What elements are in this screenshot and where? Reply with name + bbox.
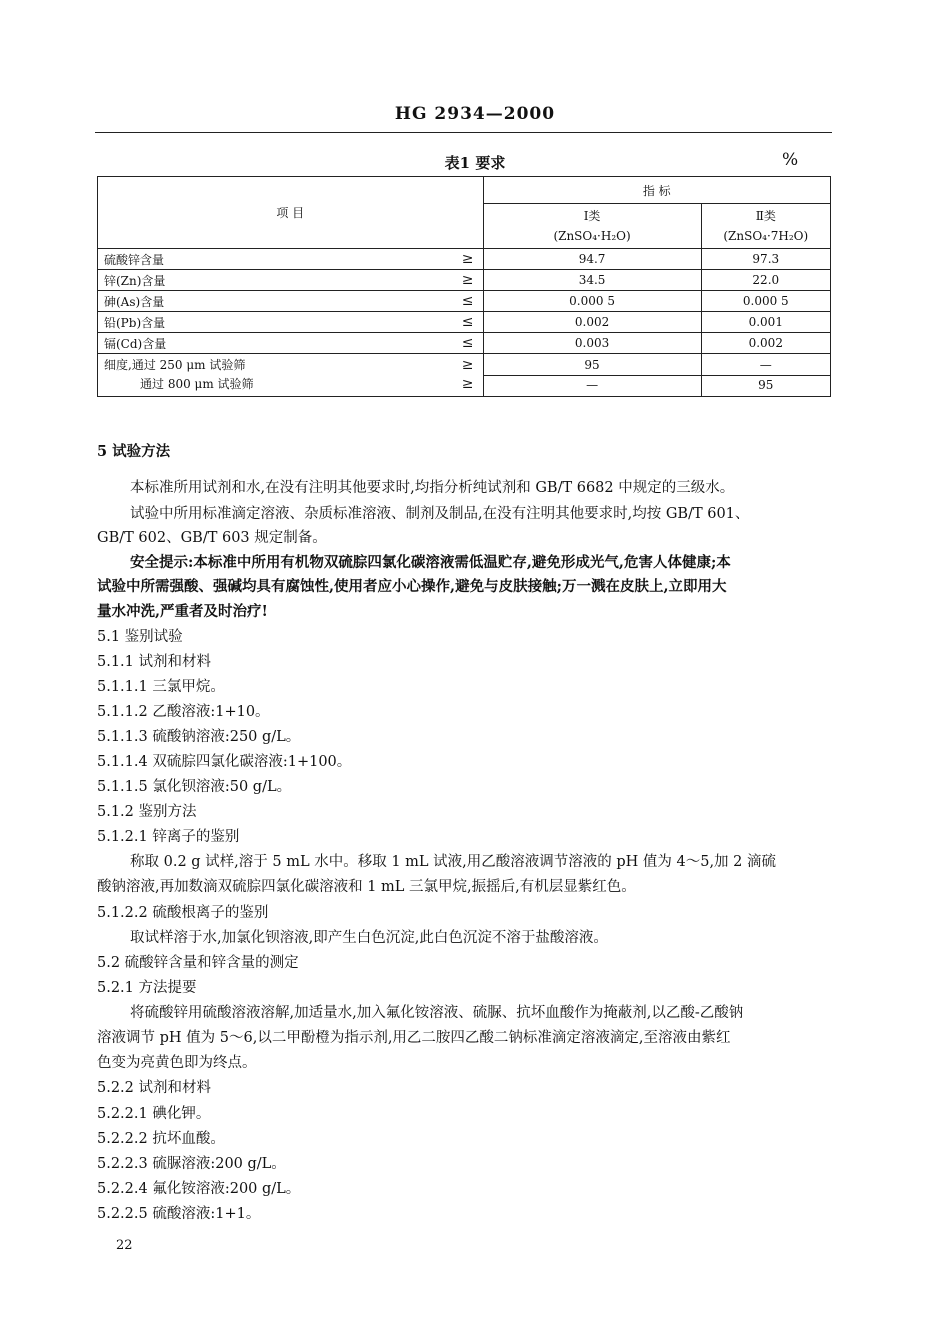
col-header-indicator: 指 标: [483, 177, 830, 204]
table-row-fineness: [98, 354, 831, 397]
row-operator: ≥: [453, 270, 484, 291]
item-5-2-2-3: 5.2.2.3 硫脲溶液:200 g/L。: [97, 1156, 286, 1172]
item-5-1-1-2: 5.1.1.2 乙酸溶液:1+10。: [97, 704, 270, 720]
row-operator: ≤: [453, 291, 484, 312]
class1-name: Ⅰ类: [583, 209, 601, 223]
row-item: 镉(Cd)含量: [98, 333, 453, 354]
col-header-item: 项 目: [98, 177, 484, 249]
paragraph-standard-solutions-line1: 试验中所用标准滴定溶液、杂质标准溶液、制剂及制品,在没有注明其他要求时,均按 GB/T 601、: [130, 506, 750, 522]
item-5-2-2-5: 5.2.2.5 硫酸溶液:1+1。: [97, 1206, 261, 1222]
table-unit: %: [782, 150, 799, 170]
fineness-250-label: 细度,通过 250 μm 试验筛: [104, 358, 246, 372]
section-5-1-heading: 5.1 鉴别试验: [97, 629, 183, 645]
section-5-heading: 5 试验方法: [97, 443, 171, 460]
safety-note-line2: 试验中所需强酸、强碱均具有腐蚀性,使用者应小心操作,避免与皮肤接触;万一溅在皮肤上,立即用大: [97, 578, 727, 595]
col-header-class2: [701, 204, 830, 249]
item-5-1-1-4: 5.1.1.4 双硫腙四氯化碳溶液:1+100。: [97, 754, 352, 770]
requirements-table: [97, 176, 831, 397]
safety-note-line3: 量水冲洗,严重者及时治疗!: [97, 603, 268, 620]
paragraph-method-line3: 色变为亮黄色即为终点。: [97, 1055, 257, 1071]
item-5-2-2-4: 5.2.2.4 氟化铵溶液:200 g/L。: [97, 1181, 301, 1197]
table-row: [98, 270, 831, 291]
paragraph-zinc-identification-line1: 称取 0.2 g 试样,溶于 5 mL 水中。移取 1 mL 试液,用乙酸溶液调节溶液的 pH 值为 4～5,加 2 滴硫: [130, 854, 777, 870]
row-value-class1: 34.5: [483, 270, 701, 291]
fineness-250-operator: ≥: [461, 357, 474, 373]
table-row: [98, 333, 831, 354]
row-item-fineness: [98, 354, 453, 397]
header-rule: [95, 132, 832, 133]
fineness-250-class2: —: [702, 356, 830, 376]
safety-note-line1: 安全提示:本标准中所用有机物双硫腙四氯化碳溶液需低温贮存,避免形成光气,危害人体健康;本: [130, 554, 731, 571]
section-5-1-2-2-heading: 5.1.2.2 硫酸根离子的鉴别: [97, 905, 269, 921]
standard-code-header: HG 2934—2000: [394, 104, 556, 124]
row-item: 硫酸锌含量: [98, 249, 453, 270]
fineness-800-label: 通过 800 μm 试验筛: [140, 377, 254, 391]
row-value-class2: 22.0: [701, 270, 830, 291]
table-row: [98, 291, 831, 312]
item-5-2-2-1: 5.2.2.1 碘化钾。: [97, 1106, 211, 1122]
item-5-1-1-3: 5.1.1.3 硫酸钠溶液:250 g/L。: [97, 729, 301, 745]
section-5-2-2-heading: 5.2.2 试剂和材料: [97, 1080, 212, 1096]
section-5-2-heading: 5.2 硫酸锌含量和锌含量的测定: [97, 955, 299, 971]
row-value-class1: 0.003: [483, 333, 701, 354]
row-operator: ≤: [453, 333, 484, 354]
row-value-class2: 97.3: [701, 249, 830, 270]
class1-formula: (ZnSO₄·H₂O): [553, 229, 631, 243]
row-item: 铅(Pb)含量: [98, 312, 453, 333]
row-value-class2: 0.001: [701, 312, 830, 333]
paragraph-sulfate-identification: 取试样溶于水,加氯化钡溶液,即产生白色沉淀,此白色沉淀不溶于盐酸溶液。: [130, 930, 608, 946]
col-header-class1: [483, 204, 701, 249]
class2-formula: (ZnSO₄·7H₂O): [723, 229, 809, 243]
item-5-1-1-5: 5.1.1.5 氯化钡溶液:50 g/L。: [97, 779, 292, 795]
fineness-800-class1: —: [586, 377, 599, 392]
table-row: [98, 249, 831, 270]
item-5-2-2-2: 5.2.2.2 抗坏血酸。: [97, 1131, 225, 1147]
section-5-1-2-heading: 5.1.2 鉴别方法: [97, 804, 197, 820]
row-operator-fineness: [453, 354, 484, 397]
row-value-class1: 94.7: [483, 249, 701, 270]
row-operator: ≥: [453, 249, 484, 270]
section-5-1-1-heading: 5.1.1 试剂和材料: [97, 654, 212, 670]
section-5-1-2-1-heading: 5.1.2.1 锌离子的鉴别: [97, 829, 240, 845]
fineness-800-class2: 95: [758, 377, 774, 392]
paragraph-method-line2: 溶液调节 pH 值为 5～6,以二甲酚橙为指示剂,用乙二胺四乙酸二钠标准滴定溶液滴定,至溶液由紫红: [97, 1030, 731, 1046]
table-row: [98, 312, 831, 333]
fineness-800-operator: ≥: [461, 376, 474, 392]
row-value-class1: 0.002: [483, 312, 701, 333]
page-number: 22: [116, 1238, 133, 1253]
fineness-250-class1: 95: [484, 356, 701, 376]
row-item: 锌(Zn)含量: [98, 270, 453, 291]
row-value-class2-fineness: [701, 354, 830, 397]
table-caption: 表1 要求: [444, 154, 506, 172]
row-value-class2: 0.002: [701, 333, 830, 354]
row-operator: ≤: [453, 312, 484, 333]
paragraph-reagents: 本标准所用试剂和水,在没有注明其他要求时,均指分析纯试剂和 GB/T 6682 中规定的三级水。: [130, 480, 735, 496]
row-value-class2: 0.000 5: [701, 291, 830, 312]
paragraph-standard-solutions-line2: GB/T 602、GB/T 603 规定制备。: [97, 530, 327, 546]
row-item: 砷(As)含量: [98, 291, 453, 312]
paragraph-zinc-identification-line2: 酸钠溶液,再加数滴双硫腙四氯化碳溶液和 1 mL 三氯甲烷,振摇后,有机层显紫红色。: [97, 879, 636, 895]
class2-name: Ⅱ类: [755, 209, 776, 223]
row-value-class1-fineness: [483, 354, 701, 397]
item-5-1-1-1: 5.1.1.1 三氯甲烷。: [97, 679, 225, 695]
paragraph-method-line1: 将硫酸锌用硫酸溶液溶解,加适量水,加入氟化铵溶液、硫脲、抗坏血酸作为掩蔽剂,以乙酸-乙酸钠: [130, 1005, 744, 1021]
section-5-2-1-heading: 5.2.1 方法提要: [97, 980, 197, 996]
row-value-class1: 0.000 5: [483, 291, 701, 312]
